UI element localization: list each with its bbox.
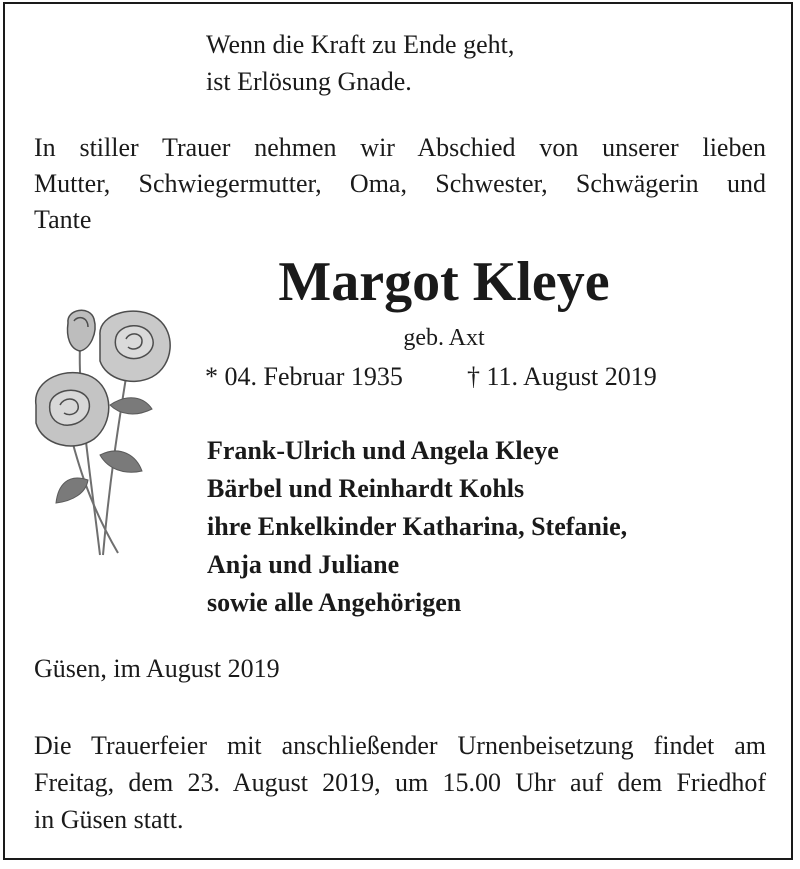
motto-line-2: ist Erlösung Gnade. bbox=[206, 67, 412, 96]
born-name: geb. Axt bbox=[403, 325, 485, 351]
mourner-line: Frank-Ulrich und Angela Kleye bbox=[207, 436, 559, 465]
mourner-line: sowie alle Angehörigen bbox=[207, 588, 462, 617]
ceremony-line-3: in Güsen statt. bbox=[34, 805, 184, 834]
place-date: Güsen, im August 2019 bbox=[34, 654, 280, 683]
intro-line-1: In stiller Trauer nehmen wir Abschied von unserer lieben bbox=[34, 133, 766, 162]
intro-line-2: Mutter, Schwiegermutter, Oma, Schwester, Schwägerin und bbox=[34, 169, 766, 198]
roses-icon bbox=[28, 305, 188, 565]
ceremony-line-2: Freitag, dem 23. August 2019, um 15.00 Uhr auf dem Friedhof bbox=[34, 768, 766, 797]
intro-line-3: Tante bbox=[34, 205, 92, 234]
intro-text bbox=[34, 130, 766, 238]
ceremony-info bbox=[34, 727, 766, 838]
motto-line-1: Wenn die Kraft zu Ende geht, bbox=[206, 30, 515, 59]
motto bbox=[206, 26, 514, 100]
deceased-name: Margot Kleye bbox=[278, 251, 610, 313]
birth-date: * 04. Februar 1935 bbox=[205, 362, 403, 391]
mourner-line: Bärbel und Reinhardt Kohls bbox=[207, 474, 525, 503]
ceremony-line-1: Die Trauerfeier mit anschließender Urnenbeisetzung findet am bbox=[34, 731, 766, 760]
death-date: † 11. August 2019 bbox=[467, 362, 657, 391]
mourner-line: ihre Enkelkinder Katharina, Stefanie, bbox=[207, 512, 628, 541]
mourner-line: Anja und Juliane bbox=[207, 550, 400, 579]
mourners-list bbox=[207, 432, 627, 622]
